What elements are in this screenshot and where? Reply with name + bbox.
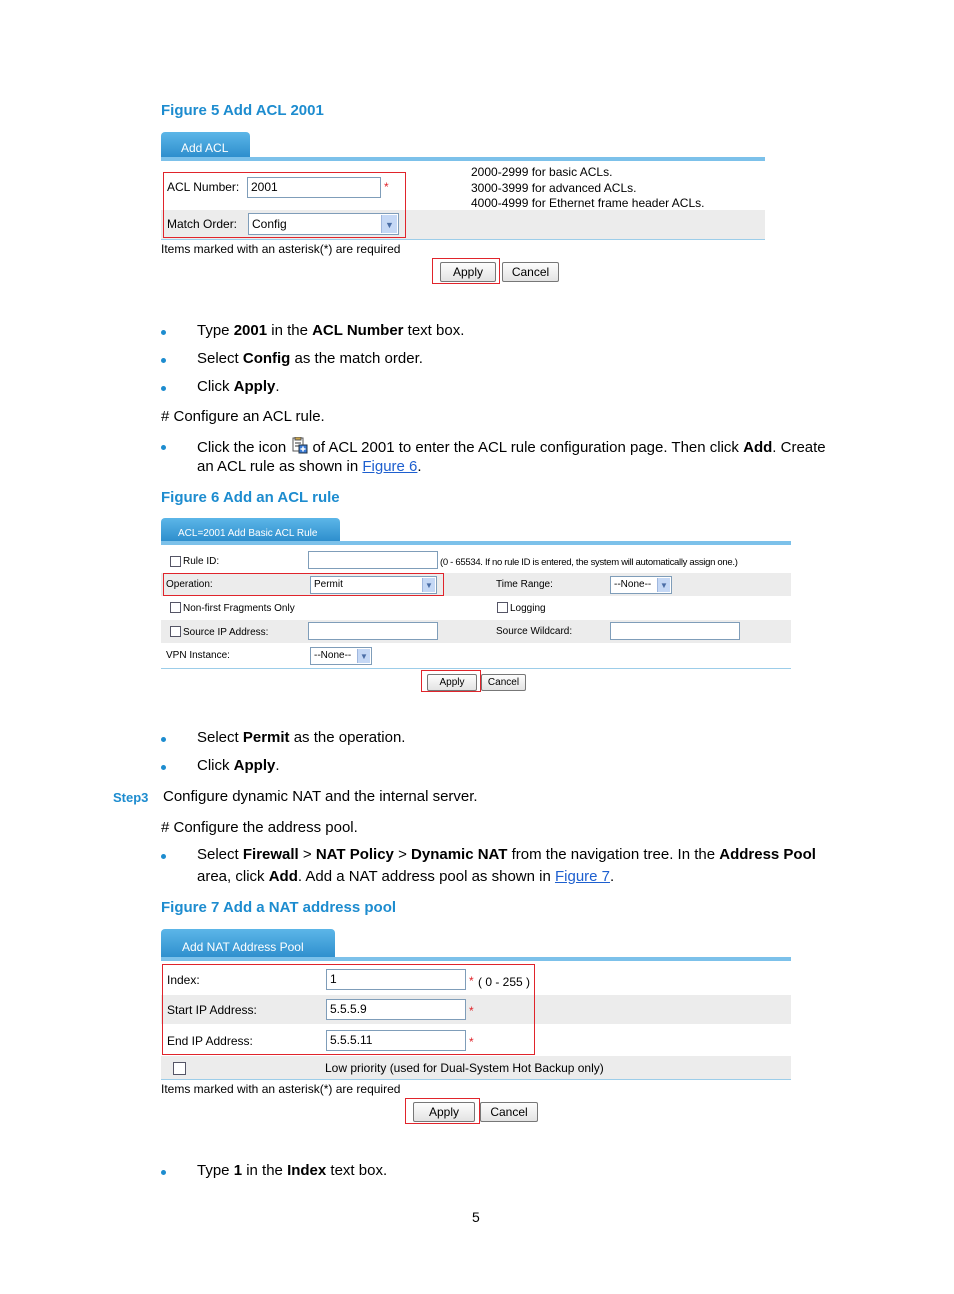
required-note: Items marked with an asterisk(*) are required (161, 1082, 401, 1096)
time-range-label: Time Range: (496, 579, 553, 590)
step-bullet: Type 1 in the Index text box. (197, 1162, 388, 1179)
apply-button[interactable]: Apply (440, 262, 496, 282)
help-line: 2000-2999 for basic ACLs. (471, 165, 613, 179)
rule-id-label: Rule ID: (183, 556, 220, 567)
page-number: 5 (472, 1209, 480, 1225)
vpn-instance-select[interactable] (310, 647, 372, 665)
bullet-icon (161, 737, 166, 742)
logging-label: Logging (510, 603, 546, 614)
required-note: Items marked with an asterisk(*) are required (161, 242, 401, 256)
apply-button[interactable]: Apply (427, 674, 477, 691)
rule-id-input[interactable] (308, 551, 438, 569)
highlight-box (405, 1098, 480, 1124)
start-ip-label: Start IP Address: (167, 1003, 257, 1017)
step-bullet: Select Config as the match order. (197, 350, 423, 367)
bullet-icon (161, 445, 166, 450)
table-bottom-line (161, 668, 791, 669)
start-ip-input[interactable]: 5.5.5.9 (326, 999, 466, 1020)
figure-5-caption: Figure 5 Add ACL 2001 (161, 102, 324, 119)
apply-button[interactable]: Apply (413, 1102, 475, 1122)
low-priority-checkbox[interactable] (173, 1062, 186, 1075)
source-ip-input[interactable] (308, 622, 438, 640)
tab-bar (161, 157, 765, 161)
source-wildcard-label: Source Wildcard: (496, 626, 573, 637)
match-order-label: Match Order: (167, 217, 238, 231)
add-acl-tab[interactable]: Add ACL (161, 132, 250, 158)
figure-7-link[interactable]: Figure 7 (554, 868, 611, 885)
source-ip-label: Source IP Address: (183, 627, 269, 638)
figure-7-caption: Figure 7 Add a NAT address pool (161, 899, 397, 916)
index-range: ( 0 - 255 ) (478, 975, 531, 989)
figure-6-link[interactable]: Figure 6 (362, 458, 418, 475)
figure-6-caption: Figure 6 Add an ACL rule (161, 489, 340, 506)
step-bullet: Click Apply. (197, 757, 280, 774)
chevron-down-icon: ▼ (381, 215, 397, 233)
index-label: Index: (167, 973, 200, 987)
bullet-icon (161, 330, 166, 335)
step-label: Step3 (113, 790, 149, 805)
cancel-button[interactable]: Cancel (480, 1102, 538, 1122)
operation-label: Operation: (166, 579, 213, 590)
rule-id-checkbox[interactable] (170, 556, 181, 567)
acl-number-help (471, 165, 704, 212)
bullet-icon (161, 1170, 166, 1175)
step-bullet: Click the icon of ACL 2001 to enter the ACL rule configuration page. Then click Add. Create (197, 439, 826, 456)
match-order-select[interactable] (248, 213, 399, 235)
table-bottom-line (161, 239, 765, 240)
match-order-value: Config (252, 217, 287, 231)
chevron-down-icon: ▼ (422, 578, 435, 592)
time-range-value: --None-- (614, 579, 652, 590)
step-bullet: Select Firewall > NAT Policy > Dynamic NAT from the navigation tree. In the Address Pool (197, 846, 816, 863)
time-range-select[interactable] (610, 576, 672, 594)
chevron-down-icon: ▼ (357, 649, 370, 663)
step-bullet: Click Apply. (197, 378, 280, 395)
operation-value: Permit (314, 579, 343, 590)
operation-select[interactable] (310, 576, 437, 594)
cancel-button[interactable]: Cancel (502, 262, 559, 282)
add-nat-address-pool-tab[interactable]: Add NAT Address Pool (161, 929, 335, 959)
tab-bar (161, 541, 791, 545)
tab-bar (161, 957, 791, 961)
non-first-fragments-checkbox[interactable] (170, 602, 181, 613)
end-ip-label: End IP Address: (167, 1034, 253, 1048)
step-bullet: Select Permit as the operation. (197, 729, 406, 746)
acl-number-input[interactable]: 2001 (247, 177, 381, 198)
help-line: 3000-3999 for advanced ACLs. (471, 180, 637, 195)
index-input[interactable]: 1 (326, 969, 466, 990)
rule-id-help: (0 - 65534. If no rule ID is entered, the system will automatically assign one.) (440, 557, 738, 568)
step-bullet: Type 2001 in the ACL Number text box. (197, 322, 465, 339)
bullet-icon (161, 358, 166, 363)
add-basic-acl-rule-tab[interactable]: ACL=2001 Add Basic ACL Rule (161, 518, 340, 542)
chevron-down-icon: ▼ (657, 578, 670, 592)
vpn-instance-label: VPN Instance: (166, 650, 230, 661)
required-asterisk: * (469, 974, 474, 988)
step-text: Configure dynamic NAT and the internal server. (163, 788, 478, 805)
non-first-fragments-label: Non-first Fragments Only (183, 603, 295, 614)
step-bullet-continuation: area, click Add. Add a NAT address pool as shown in Figure 7. (197, 868, 615, 885)
step-bullet-continuation: an ACL rule as shown in Figure 6. (197, 458, 422, 475)
help-line: 4000-4999 for Ethernet frame header ACLs. (471, 196, 705, 210)
required-asterisk: * (384, 180, 389, 194)
source-wildcard-input[interactable] (610, 622, 740, 640)
logging-checkbox[interactable] (497, 602, 508, 613)
vpn-instance-value: --None-- (314, 650, 352, 661)
required-asterisk: * (469, 1004, 474, 1018)
highlight-box (432, 258, 500, 284)
comment-line: # Configure an ACL rule. (161, 408, 325, 425)
highlight-box (421, 670, 481, 692)
cancel-button[interactable]: Cancel (481, 674, 526, 691)
source-ip-checkbox[interactable] (170, 626, 181, 637)
required-asterisk: * (469, 1035, 474, 1049)
acl-number-label: ACL Number: (167, 180, 240, 194)
bullet-icon (161, 765, 166, 770)
end-ip-input[interactable]: 5.5.5.11 (326, 1030, 466, 1051)
bullet-icon (161, 386, 166, 391)
table-bottom-line (161, 1079, 791, 1080)
acl-rule-icon (290, 437, 308, 453)
bullet-icon (161, 854, 166, 859)
low-priority-label: Low priority (used for Dual-System Hot Backup only) (325, 1061, 604, 1075)
comment-line: # Configure the address pool. (161, 819, 358, 836)
